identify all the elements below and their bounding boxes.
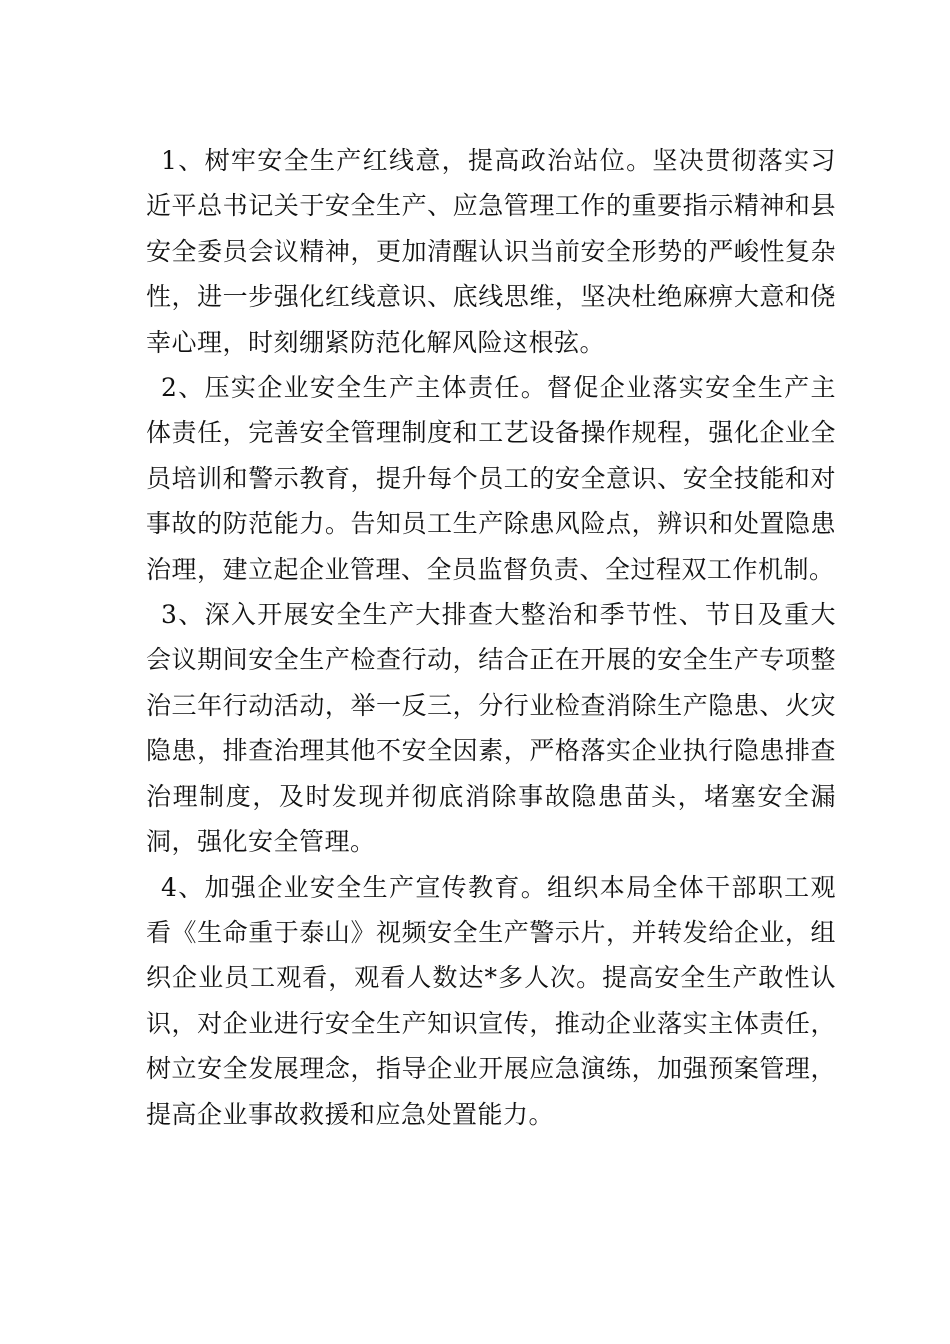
paragraph-3: 3、深入开展安全生产大排查大整治和季节性、节日及重大会议期间安全生产检查行动，结合正在开展的安全生产专项整治三年行动活动，举一反三，分行业检查消除生产隐患、火灾隐患，排查治理其他不安全因素，严格落实企业执行隐患排查治理制度，及时发现并彻底消除事故隐患苗头，堵塞安全漏洞，强化安全管理。 [146, 600, 836, 857]
paragraph-4: 4、加强企业安全生产宣传教育。组织本局全体干部职工观看《生命重于泰山》视频安全生产警示片，并转发给企业，组织企业员工观看，观看人数达*多人次。提高安全生产敢性认识，对企业进行安全生产知识宣传，推动企业落实主体责任，树立安全发展理念，指导企业开展应急演练，加强预案管理，提高企业事故救援和应急处置能力。 [146, 872, 836, 1129]
paragraph-2: 2、压实企业安全生产主体责任。督促企业落实安全生产主体责任，完善安全管理制度和工艺设备操作规程，强化企业全员培训和警示教育，提升每个员工的安全意识、安全技能和对事故的防范能力。告知员工生产除患风险点，辨识和处置隐患治理，建立起企业管理、全员监督负责、全过程双工作机制。 [146, 373, 836, 584]
document-body [146, 138, 836, 1137]
paragraph-1: 1、树牢安全生产红线意，提高政治站位。坚决贯彻落实习近平总书记关于安全生产、应急管理工作的重要指示精神和县安全委员会议精神，更加清醒认识当前安全形势的严峻性复杂性，进一步强化红线意识、底线思维，坚决杜绝麻痹大意和侥幸心理，时刻绷紧防范化解风险这根弦。 [146, 146, 836, 357]
